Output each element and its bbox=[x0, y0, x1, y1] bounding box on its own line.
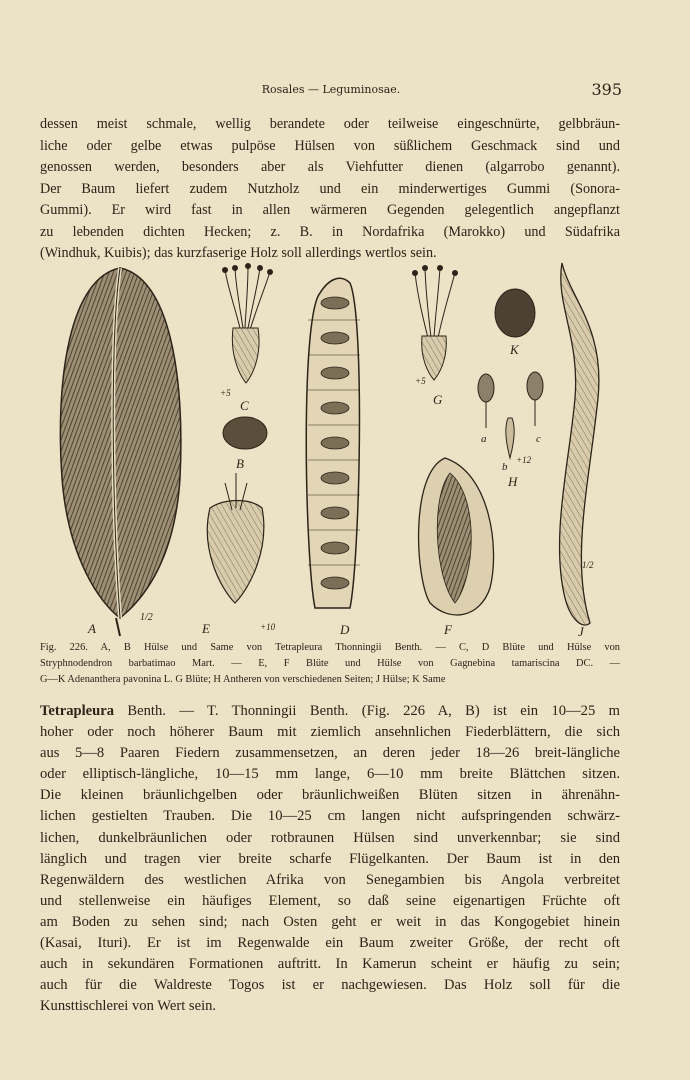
figure-scale-H: +12 bbox=[516, 455, 532, 465]
paragraph-bottom bbox=[40, 701, 620, 1017]
text-line: hoher oder noch höherer Baum mit ziemlich ansehnlichen Fiederblättern, die sich bbox=[40, 724, 620, 741]
text-line: (Kasai, Ituri). Er ist im Regenwalde ein Baum zweiter Größe, der recht oft bbox=[40, 935, 620, 952]
figure-label-B: B bbox=[236, 456, 244, 471]
text-line: am Boden zu sehen sind; nach Osten geht er weit in das Kongogebiet hinein bbox=[40, 913, 620, 930]
seed-illustration-K bbox=[495, 289, 535, 337]
text-line: auch in sekundären Formationen auftritt. In Kamerun scheint er häufig zu sein; bbox=[40, 956, 620, 973]
text-line: zu lebenden dichten Hecken; z. B. in Nordafrika (Marokko) und Südafrika bbox=[40, 223, 620, 240]
text-line: (Windhuk, Kuibis); das kurzfaserige Holz soll allerdings wertlos sein. bbox=[40, 245, 437, 261]
figure-scale-A: 1/2 bbox=[140, 612, 153, 623]
text-line-first bbox=[40, 701, 620, 722]
text-line: Der Baum liefert zudem Nutzholz und ein minderwertiges Gummi (Sonora- bbox=[40, 180, 620, 197]
flower-illustration-E bbox=[207, 473, 264, 603]
caption-line: G—K Adenanthera pavonina L. G Blüte; H Antheren von verschiedenen Seiten; J Hülse; K Same bbox=[40, 674, 446, 685]
figure-scale-G: +5 bbox=[415, 376, 426, 386]
anther-illustration-H bbox=[478, 372, 543, 458]
text-line: lichen gestielten Trauben. Die 10—25 cm langen nicht aufspringenden schwärz- bbox=[40, 808, 620, 825]
text-line: auch für die Waldreste Togos ist er nachgewiesen. Das Holz soll für die bbox=[40, 977, 620, 994]
figure-scale-C: +5 bbox=[220, 388, 231, 398]
caption-line: Fig. 226. A, B Hülse und Same von Tetrapleura Thonningii Benth. — C, D Blüte und Hülse von bbox=[40, 642, 620, 653]
pod-illustration-J bbox=[560, 263, 599, 625]
text-line: Kunsttischlerei von Wert sein. bbox=[40, 998, 217, 1015]
text-line: genossen werden, besonders aber als Viehfutter dienen (algarrobo genannt). bbox=[40, 159, 620, 175]
text-line: Gummi). Er wird fast in allen wärmeren Gegenden gelegentlich angepflanzt bbox=[40, 202, 620, 218]
pod-illustration-D bbox=[306, 278, 360, 608]
figure-label-D: D bbox=[340, 622, 350, 637]
seed-illustration-B bbox=[223, 417, 267, 449]
figure-scale-E: +10 bbox=[260, 622, 276, 632]
pod-illustration-A bbox=[60, 268, 181, 636]
text-line: aus 5—8 Paaren Fiedern zusammensetzen, an deren jeder 18—26 breit-längliche bbox=[40, 745, 620, 762]
text-line: länglich und tragen vier breite scharfe Flügelkanten. Der Baum ist in den bbox=[40, 850, 620, 867]
figure-label-J: J bbox=[578, 624, 584, 638]
figure-label-H: H bbox=[508, 474, 518, 489]
flower-illustration-C bbox=[222, 263, 273, 383]
genus-name: Tetrapleura bbox=[40, 703, 115, 719]
paragraph-top bbox=[40, 114, 620, 265]
text-line: liche oder gelbe etwas pulpöse Hülsen von süßlichem Geschmack sind und bbox=[40, 137, 620, 154]
figure-label-a: a bbox=[481, 433, 487, 445]
text-line: Die kleinen bräunlichgelben oder bräunlichweißen Blüten sitzen in ährenähn- bbox=[40, 787, 620, 804]
text-line: lichen, dunkelbräunlichen oder rotbraunen Hülsen sind unverkennbar; sie sind bbox=[40, 829, 620, 846]
text-line: und stellenweise ein häufiges Element, so daß seine eigenartigen Früchte oft bbox=[40, 892, 620, 909]
figure-label-E: E bbox=[202, 621, 210, 636]
figure-scale-J: 1/2 bbox=[582, 560, 594, 570]
figure-label-C: C bbox=[240, 398, 249, 413]
figure-label-F: F bbox=[444, 622, 452, 637]
caption-line: Stryphnodendron barbatimao Mart. — E, F Blüte und Hülse von Gagnebina tamariscina DC. — bbox=[40, 658, 620, 669]
text-line-first-rest: Benth. — T. Thonningii Benth. (Fig. 226 A, B) ist ein 10—25 m bbox=[114, 703, 620, 719]
figure-label-K: K bbox=[510, 342, 519, 357]
running-title: Rosales — Leguminosae. bbox=[261, 83, 401, 96]
figure-caption bbox=[40, 640, 620, 688]
pod-illustration-F bbox=[419, 458, 494, 615]
page-number: 395 bbox=[591, 80, 622, 99]
figure-label-A: A bbox=[88, 621, 96, 636]
running-head bbox=[40, 80, 622, 100]
text-line: oder elliptisch-längliche, 10—15 mm lange, 6—10 mm breite Blättchen sitzen. bbox=[40, 766, 620, 783]
botanical-figure bbox=[50, 258, 640, 638]
text-line: Regenwäldern des westlichen Afrika von Senegambien bis Angola verbreitet bbox=[40, 871, 620, 888]
flower-illustration-G bbox=[412, 265, 458, 380]
text-line: dessen meist schmale, wellig berandete oder teilweise eingeschnürte, gelbbräun- bbox=[40, 116, 620, 132]
figure-label-c: c bbox=[536, 433, 541, 445]
figure-label-G: G bbox=[433, 392, 443, 407]
figure-label-b: b bbox=[502, 461, 508, 473]
